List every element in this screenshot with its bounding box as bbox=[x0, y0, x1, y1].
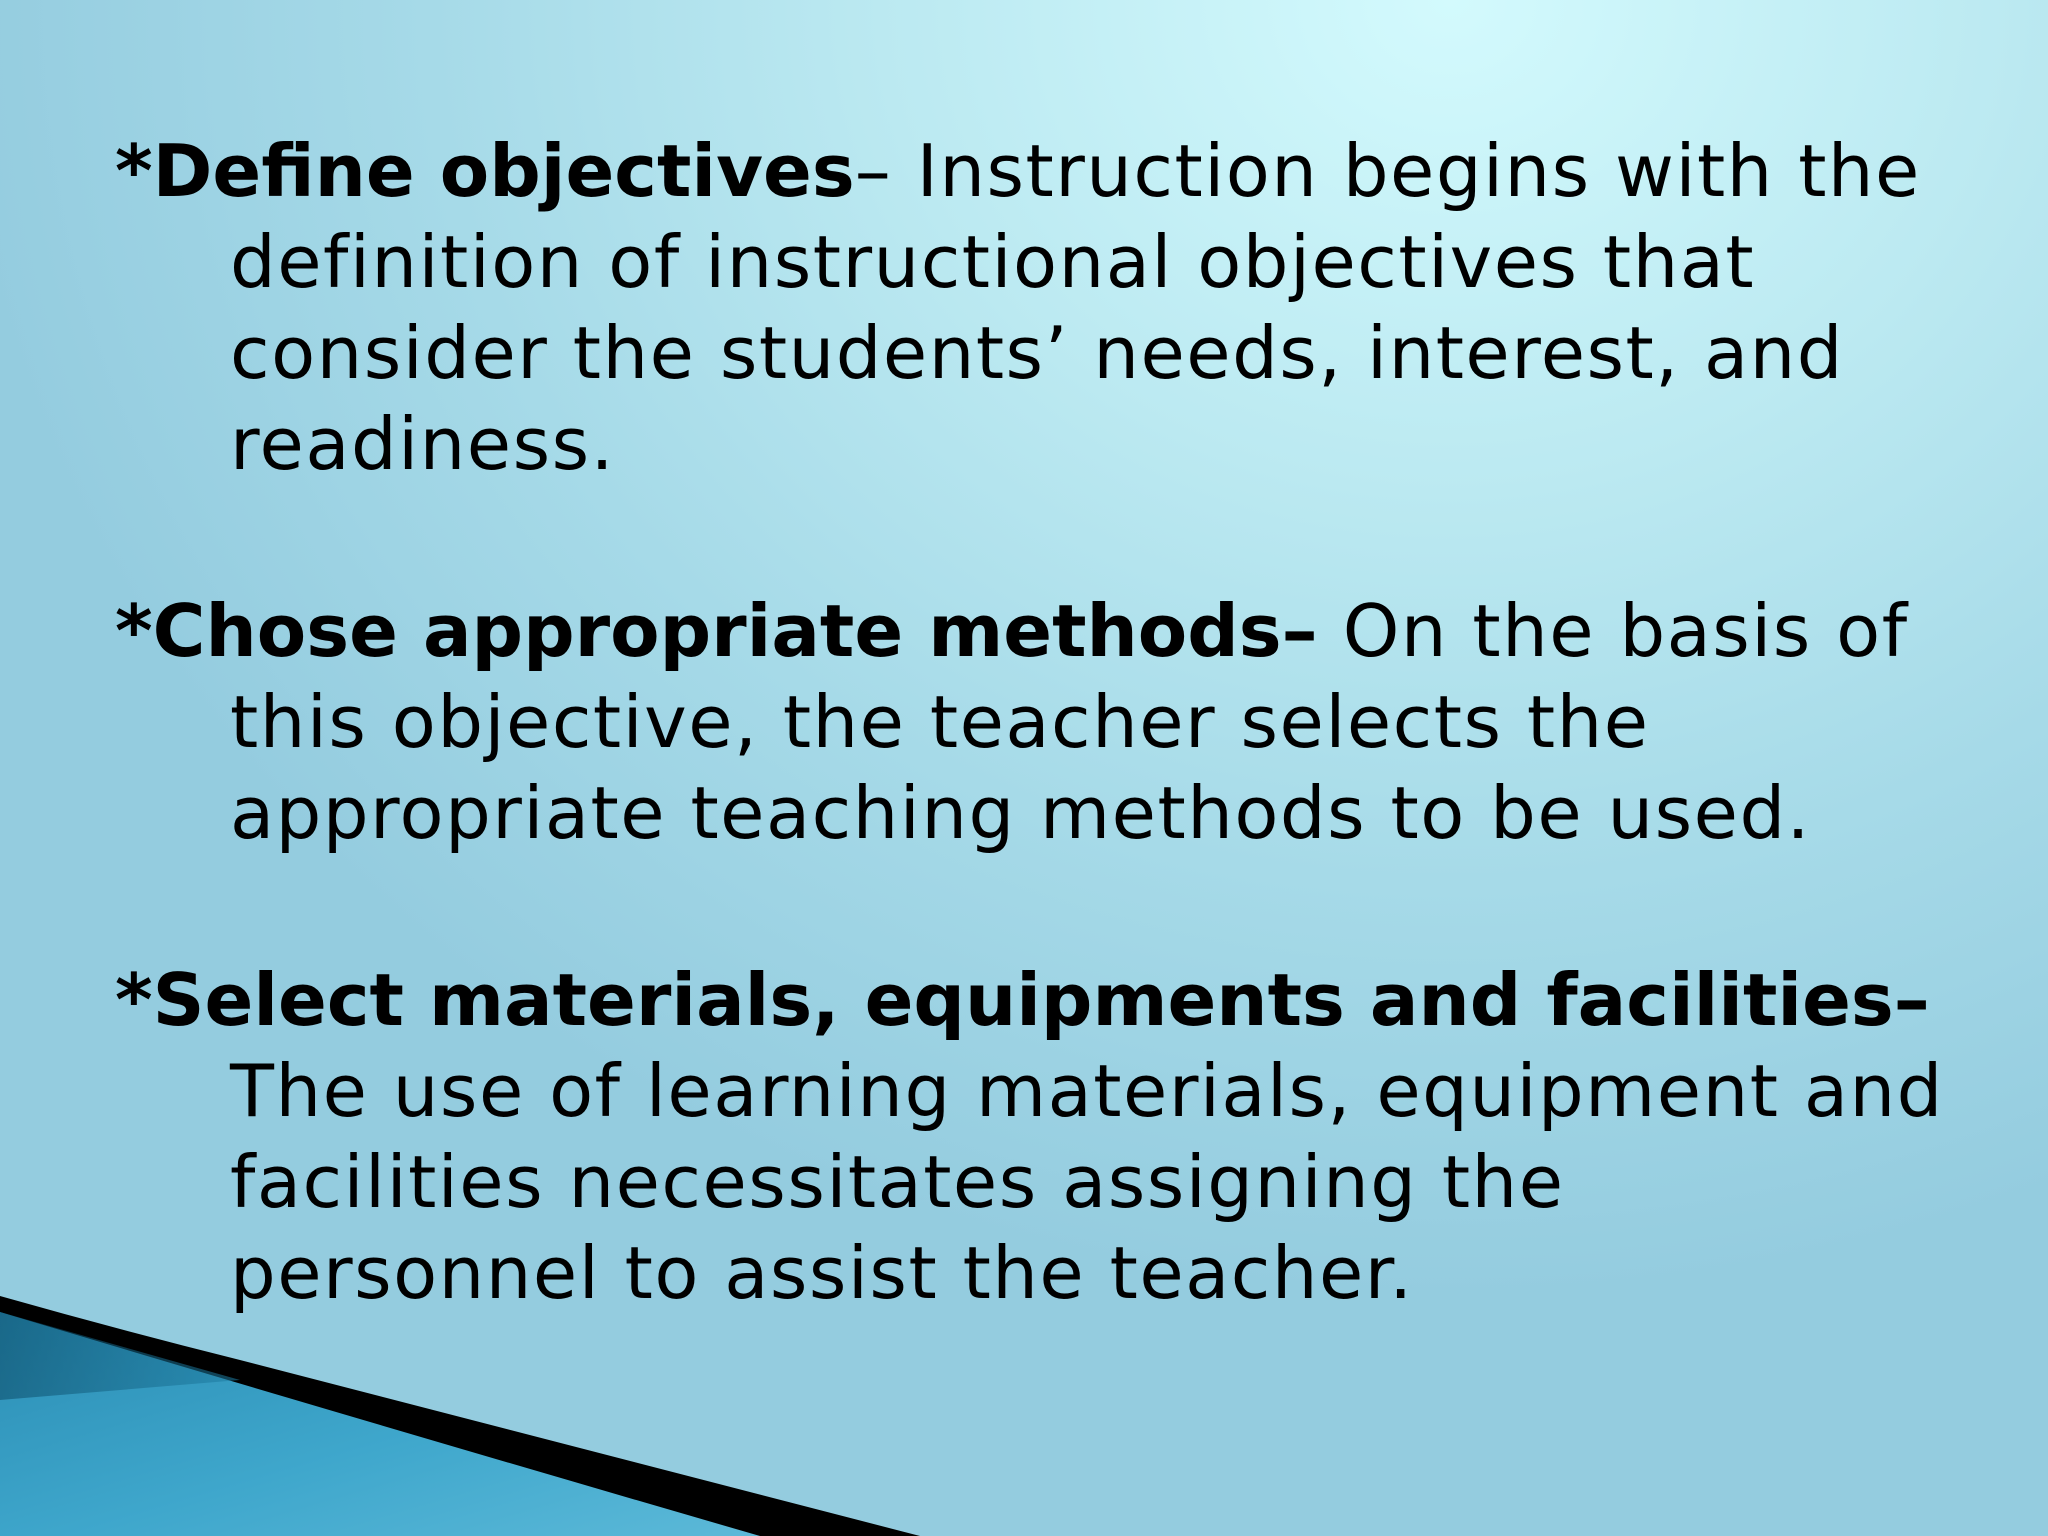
bullet-term: *Define objectives bbox=[115, 129, 855, 213]
bullet-separator: – bbox=[854, 129, 917, 213]
bullet-term: *Select materials, equipments and facilities bbox=[115, 958, 1894, 1042]
bullet-text: The use of learning materials, equipment and facilities necessitates assigning the personnel to assist the teacher. bbox=[230, 1049, 1944, 1315]
bullet-separator: – bbox=[1281, 589, 1343, 673]
bullet-define-objectives bbox=[115, 126, 1945, 490]
bullet-separator: – bbox=[1893, 958, 1930, 1042]
bullet-text: On the basis of this objective, the teacher selects the appropriate teaching methods to be used. bbox=[230, 589, 1909, 855]
bullet-text: Instruction begins with the definition of instructional objectives that consider the students’ needs, interest, and readiness. bbox=[230, 129, 1921, 486]
slide-content bbox=[115, 126, 1945, 1319]
bullet-chose-methods bbox=[115, 586, 1945, 859]
bullet-select-materials bbox=[115, 955, 1945, 1319]
bullet-term: *Chose appropriate methods bbox=[115, 589, 1282, 673]
